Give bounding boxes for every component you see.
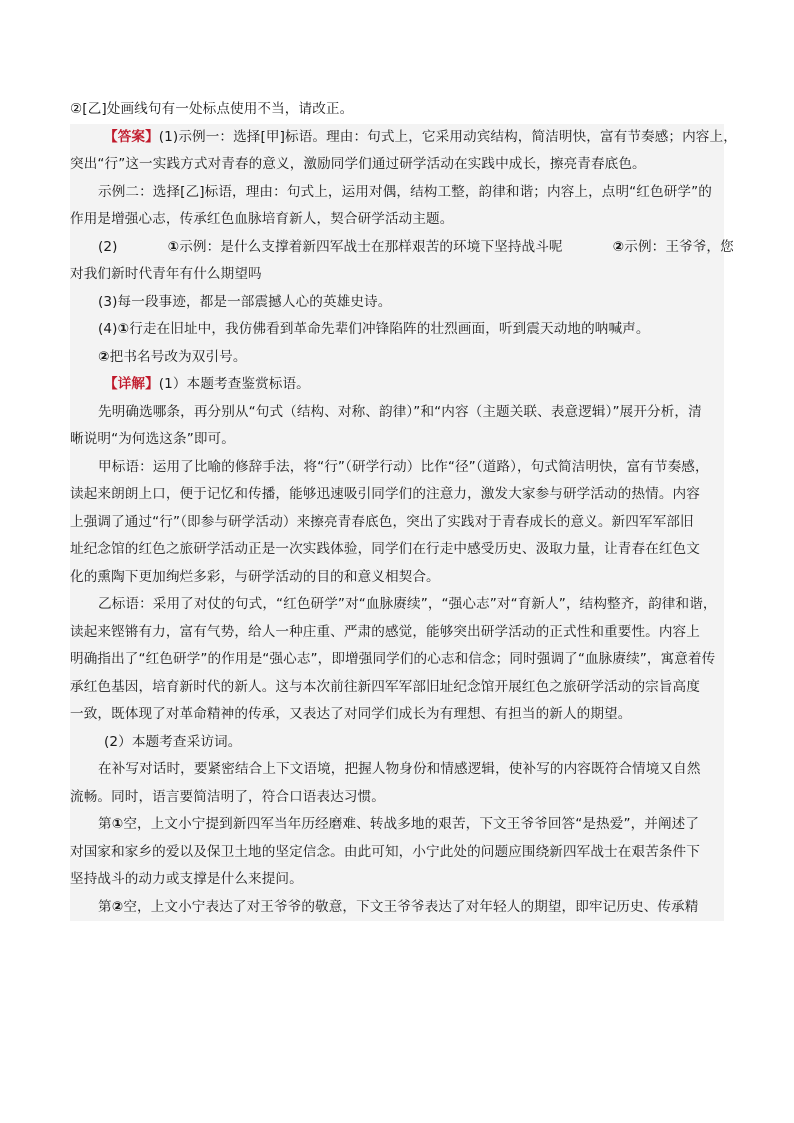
detail-line: 上强调了通过“行”（即参与研学活动）来擦亮青春底色，突出了实践对于青春成长的意义。新四军军部旧 bbox=[70, 509, 724, 537]
detail-line: 在补写对话时，要紧密结合上下文语境，把握人物身份和情感逻辑，使补写的内容既符合情境又自然 bbox=[70, 756, 724, 784]
detail-line: 【详解】(1）本题考查鉴赏标语。 bbox=[70, 371, 724, 399]
detail-line: (2）本题考查采访词。 bbox=[70, 729, 724, 757]
detail-line: 乙标语：采用了对仗的句式，“红色研学”对“血脉赓续”，“强心志”对“育新人”，结构整齐，韵律和谐， bbox=[70, 591, 724, 619]
answer-tag: 【答案】 bbox=[104, 128, 159, 145]
detail-line: 先明确选哪条，再分别从“句式（结构、对称、韵律）”和“内容（主题关联、表意逻辑）”展开分析，清 bbox=[70, 399, 724, 427]
detail-line: 址纪念馆的红色之旅研学活动正是一次实践体验，同学们在行走中感受历史、汲取力量，让青春在红色文 bbox=[70, 536, 724, 564]
detail-line: 坚持战斗的动力或支撑是什么来提问。 bbox=[70, 866, 724, 894]
detail-line: 甲标语：运用了比喻的修辞手法，将“行”（研学行动）比作“径”（道路），句式简洁明快，富有节奏感， bbox=[70, 454, 724, 482]
document-page bbox=[70, 96, 737, 921]
answer-line: 突出“行”这一实践方式对青春的意义，激励同学们通过研学活动在实践中成长，擦亮青春底色。 bbox=[70, 151, 724, 179]
detail-line: 读起来铿锵有力，富有气势，给人一种庄重、严肃的感觉，能够突出研学活动的正式性和重要性。内容上 bbox=[70, 619, 724, 647]
answer-line: (3)每一段事迹，都是一部震撼人心的英雄史诗。 bbox=[70, 289, 724, 317]
answer-line: (4)①行走在旧址中，我仿佛看到革命先辈们冲锋陷阵的壮烈画面，听到震天动地的呐喊声。 bbox=[70, 316, 724, 344]
answer-line: (2) ①示例：是什么支撑着新四军战士在那样艰苦的环境下坚持战斗呢 ②示例：王爷爷，您 bbox=[70, 234, 724, 262]
detail-line: 第①空，上文小宁提到新四军当年历经磨难、转战多地的艰苦，下文王爷爷回答“是热爱”，并阐述了 bbox=[70, 811, 724, 839]
detail-line: 对国家和家乡的爱以及保卫土地的坚定信念。由此可知，小宁此处的问题应围绕新四军战士在艰苦条件下 bbox=[70, 839, 724, 867]
detail-line: 承红色基因，培育新时代的新人。这与本次前往新四军军部旧址纪念馆开展红色之旅研学活动的宗旨高度 bbox=[70, 674, 724, 702]
answer-line: 示例二：选择[乙]标语，理由：句式上，运用对偶，结构工整，韵律和谐；内容上，点明“红色研学”的 bbox=[70, 179, 724, 207]
detail-line: 第②空，上文小宁表达了对王爷爷的敬意，下文王爷爷表达了对年轻人的期望，即牢记历史、传承精 bbox=[70, 894, 724, 922]
detail-line: 晰说明“为何选这条”即可。 bbox=[70, 426, 724, 454]
detail-line: 一致，既体现了对革命精神的传承，又表达了对同学们成长为有理想、有担当的新人的期望。 bbox=[70, 701, 724, 729]
answer-line: ②把书名号改为双引号。 bbox=[70, 344, 724, 372]
detail-line: 化的熏陶下更加绚烂多彩，与研学活动的目的和意义相契合。 bbox=[70, 564, 724, 592]
detail-line: 明确指出了“红色研学”的作用是“强心志”，即增强同学们的心志和信念；同时强调了“血脉赓续”，寓意着传 bbox=[70, 646, 724, 674]
answer-line: 对我们新时代青年有什么期望吗 bbox=[70, 261, 724, 289]
answer-line: 【答案】(1)示例一：选择[甲]标语。理由：句式上，它采用动宾结构，简洁明快，富有节奏感；内容上， bbox=[70, 124, 724, 152]
detail-line: 流畅。同时，语言要简洁明了，符合口语表达习惯。 bbox=[70, 784, 724, 812]
question-line: ②[乙]处画线句有一处标点使用不当，请改正。 bbox=[70, 101, 354, 117]
detail-line: 读起来朗朗上口，便于记忆和传播，能够迅速吸引同学们的注意力，激发大家参与研学活动的热情。内容 bbox=[70, 481, 724, 509]
detail-tag: 【详解】 bbox=[104, 376, 159, 392]
answer-line: 作用是增强心志，传承红色血脉培育新人，契合研学活动主题。 bbox=[70, 206, 724, 234]
